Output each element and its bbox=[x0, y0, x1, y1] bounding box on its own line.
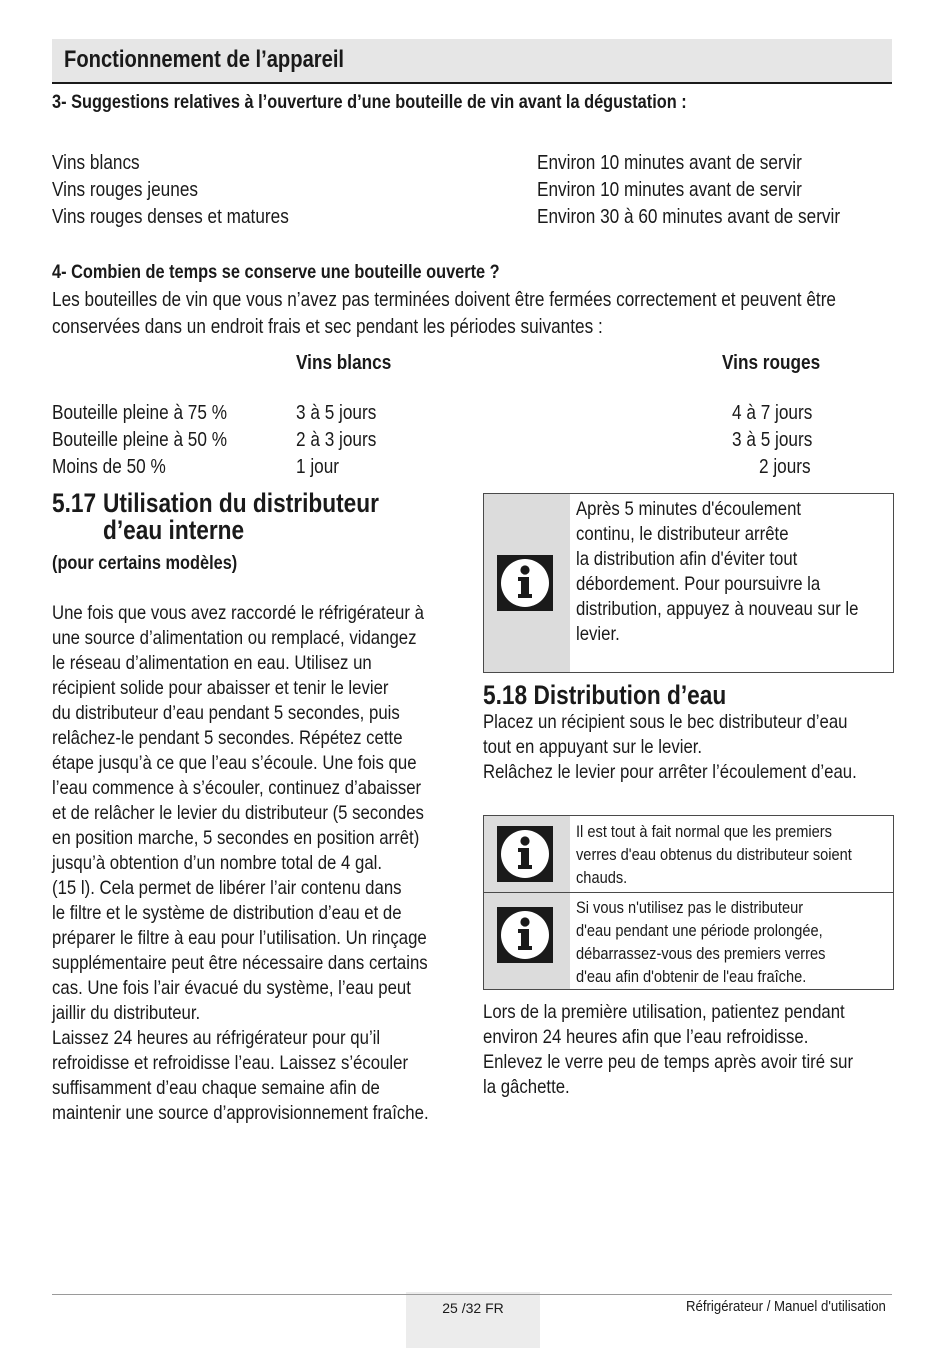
storage-white-value: 3 à 5 jours bbox=[296, 402, 377, 424]
text-line: Laissez 24 heures au réfrigérateur pour qu’il bbox=[52, 1027, 381, 1049]
info-note bbox=[483, 815, 894, 894]
text-line: récipient solide pour abaisser et tenir le levier bbox=[52, 677, 389, 699]
section-5-17-subtitle: (pour certains modèles) bbox=[52, 553, 238, 574]
storage-white-value: 1 jour bbox=[296, 456, 340, 478]
note-line: d'eau afin d'obtenir de l'eau fraîche. bbox=[576, 967, 807, 986]
note-line: la distribution afin d'éviter tout bbox=[576, 548, 798, 570]
page-title: Fonctionnement de l’appareil bbox=[64, 46, 345, 73]
note-line: distribution, appuyez à nouveau sur le bbox=[576, 598, 859, 620]
text-line: jusqu’à obtention d’un nombre total de 4 gal. bbox=[52, 852, 383, 874]
text-line: Enlevez le verre peu de temps après avoir tiré sur bbox=[483, 1051, 854, 1073]
text-line: Une fois que vous avez raccordé le réfrigérateur à bbox=[52, 602, 424, 624]
note-line: levier. bbox=[576, 623, 620, 645]
text-line: environ 24 heures afin que l’eau refroidisse. bbox=[483, 1026, 809, 1048]
text-line: maintenir une source d’approvisionnement fraîche. bbox=[52, 1102, 429, 1124]
column-header-red: Vins rouges bbox=[722, 352, 821, 374]
wine-label: Vins rouges jeunes bbox=[52, 179, 198, 201]
note-line: débordement. Pour poursuivre la bbox=[576, 573, 821, 595]
note-line: d'eau pendant une période prolongée, bbox=[576, 921, 823, 940]
text-line: la gâchette. bbox=[483, 1076, 570, 1098]
text-line: cas. Une fois l’air évacué du système, l’eau peut bbox=[52, 977, 411, 999]
info-icon bbox=[497, 826, 553, 882]
text-line: Lors de la première utilisation, patientez pendant bbox=[483, 1001, 845, 1023]
storage-red-value: 4 à 7 jours bbox=[732, 402, 813, 424]
wine-label: Vins blancs bbox=[52, 152, 140, 174]
info-icon bbox=[497, 555, 553, 611]
section-4-intro-line: Les bouteilles de vin que vous n’avez pas terminées doivent être fermées correctement et peuvent être bbox=[52, 289, 836, 311]
text-line: le filtre et le système de distribution d’eau et de bbox=[52, 902, 402, 924]
text-line: supplémentaire peut être nécessaire dans certains bbox=[52, 952, 428, 974]
storage-red-value: 3 à 5 jours bbox=[732, 429, 813, 451]
text-line: jaillir du distributeur. bbox=[52, 1002, 201, 1024]
section-4-intro-line: conservées dans un endroit frais et sec pendant les périodes suivantes : bbox=[52, 316, 603, 338]
info-icon-cell bbox=[484, 494, 570, 672]
text-line: (15 l). Cela permet de libérer l’air contenu dans bbox=[52, 877, 402, 899]
info-icon-cell bbox=[484, 893, 570, 989]
storage-row-label: Moins de 50 % bbox=[52, 456, 166, 478]
text-line: étape jusqu’à ce que l’eau s’écoule. Une fois que bbox=[52, 752, 417, 774]
text-line: du distributeur d’eau pendant 5 secondes, puis bbox=[52, 702, 400, 724]
info-note-text bbox=[576, 896, 825, 988]
section-5-17-title: Utilisation du distributeur bbox=[103, 488, 379, 518]
column-header-white: Vins blancs bbox=[296, 352, 392, 374]
text-line: tout en appuyant sur le levier. bbox=[483, 736, 703, 758]
text-line: l’eau commence à s’écouler, continuez d’abaisser bbox=[52, 777, 422, 799]
info-note bbox=[483, 892, 894, 990]
info-icon-cell bbox=[484, 816, 570, 893]
storage-row-label: Bouteille pleine à 50 % bbox=[52, 429, 227, 451]
section-4-heading: 4- Combien de temps se conserve une bouteille ouverte ? bbox=[52, 262, 500, 283]
text-line: et de relâcher le levier du distributeur (5 secondes bbox=[52, 802, 424, 824]
document-title: Réfrigérateur / Manuel d'utilisation bbox=[686, 1298, 886, 1315]
text-line: en position marche, 5 secondes en position arrêt) bbox=[52, 827, 420, 849]
info-note-text bbox=[576, 820, 852, 889]
info-note-text bbox=[576, 497, 858, 647]
note-line: chauds. bbox=[576, 868, 628, 887]
text-line: refroidisse et refroidisse l’eau. Laissez s’écouler bbox=[52, 1052, 409, 1074]
text-line: préparer le filtre à eau pour l’utilisation. Un rinçage bbox=[52, 927, 427, 949]
text-line: le réseau d’alimentation en eau. Utilisez un bbox=[52, 652, 372, 674]
text-line: Placez un récipient sous le bec distributeur d’eau bbox=[483, 711, 848, 733]
storage-white-value: 2 à 3 jours bbox=[296, 429, 377, 451]
storage-row-label: Bouteille pleine à 75 % bbox=[52, 402, 227, 424]
page-number: 25 /32 FR bbox=[442, 1300, 504, 1316]
info-icon bbox=[497, 907, 553, 963]
note-line: verres d'eau obtenus du distributeur soient bbox=[576, 845, 852, 864]
wine-time: Environ 10 minutes avant de servir bbox=[537, 152, 802, 174]
wine-time: Environ 10 minutes avant de servir bbox=[537, 179, 802, 201]
note-line: Après 5 minutes d'écoulement bbox=[576, 498, 802, 520]
section-5-17-title-cont: d’eau interne bbox=[103, 515, 245, 545]
info-note bbox=[483, 493, 894, 673]
text-line: Relâchez le levier pour arrêter l’écoulement d’eau. bbox=[483, 761, 857, 783]
text-line: une source d’alimentation ou remplacé, vidangez bbox=[52, 627, 417, 649]
footer-divider bbox=[52, 1294, 892, 1295]
text-line: relâchez-le pendant 5 secondes. Répétez cette bbox=[52, 727, 403, 749]
section-3-heading: 3- Suggestions relatives à l’ouverture d’une bouteille de vin avant la dégustation : bbox=[52, 92, 687, 113]
note-line: Il est tout à fait normal que les premiers bbox=[576, 822, 832, 841]
note-line: continu, le distributeur arrête bbox=[576, 523, 789, 545]
text-line: suffisamment d’eau chaque semaine afin de bbox=[52, 1077, 380, 1099]
storage-red-value: 2 jours bbox=[759, 456, 811, 478]
note-line: débarrassez-vous des premiers verres bbox=[576, 944, 826, 963]
note-line: Si vous n'utilisez pas le distributeur bbox=[576, 898, 804, 917]
wine-label: Vins rouges denses et matures bbox=[52, 206, 289, 228]
wine-time: Environ 30 à 60 minutes avant de servir bbox=[537, 206, 841, 228]
section-5-17-number: 5.17 bbox=[52, 488, 97, 518]
section-5-18-title: 5.18 Distribution d’eau bbox=[483, 680, 727, 710]
